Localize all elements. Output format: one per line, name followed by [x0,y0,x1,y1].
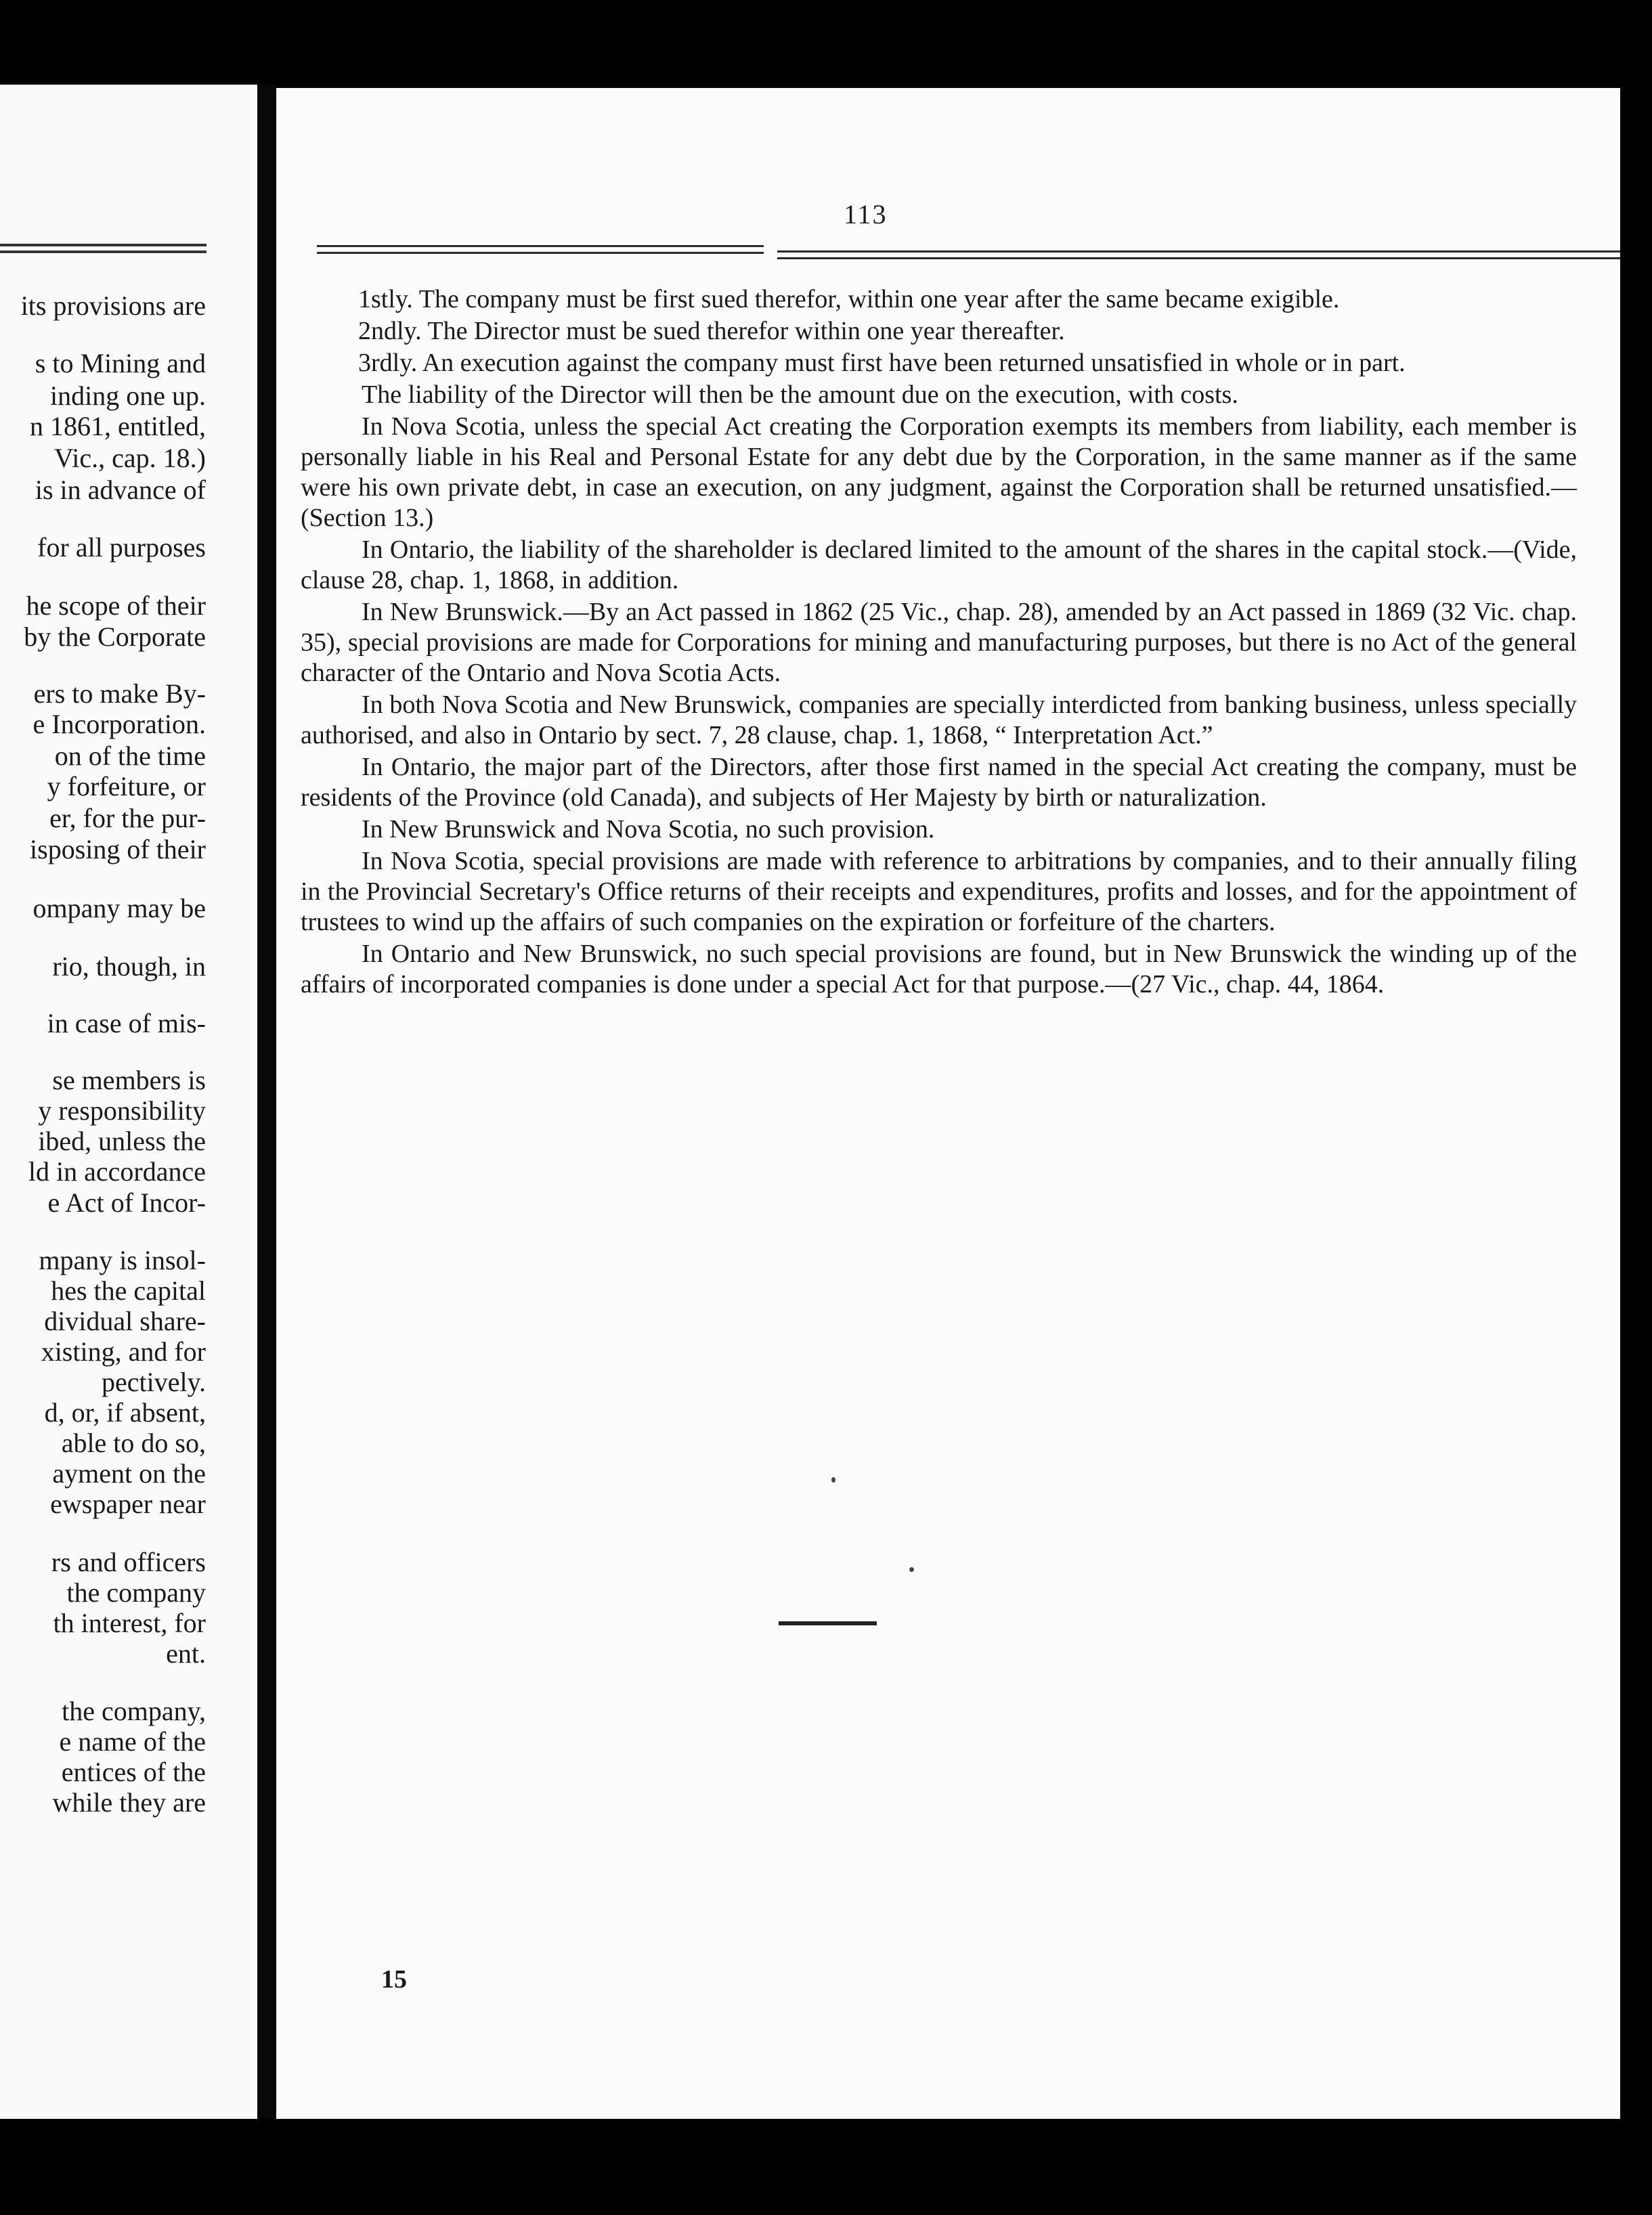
left-page-line: se members is [52,1065,206,1095]
left-page-line: th interest, for [53,1608,206,1638]
left-page-line: in case of mis- [47,1008,206,1038]
paragraph: The liability of the Director will then be the amount due on the execution, with costs. [362,380,1238,409]
left-page-line: mpany is insol- [39,1245,206,1275]
paragraph: In New Brunswick and Nova Scotia, no such provision. [362,815,935,843]
body-text [301,284,1577,1001]
header-rule [777,257,1620,259]
left-page-line: ld in accordance [28,1156,206,1187]
left-page-line: hes the capital [51,1275,206,1306]
left-page-line: e name of the [59,1726,206,1757]
left-page-line: its provisions are [20,290,206,321]
paragraph: 3rdly. An execution against the company must first have been returned unsatisfied in whole or in part. [358,349,1406,377]
left-page-line: the company, [62,1696,206,1726]
left-page-line: er, for the pur- [49,803,206,833]
left-page-line: d, or, if absent, [44,1397,206,1428]
paragraph: In Ontario and New Brunswick, no such special provisions are found, but in New Brunswick the winding up of the affairs of incorporated companies is done under a special Act for that purpose.—(27 Vic., chap. 44, 1864. [301,940,1577,999]
left-page-line: ompany may be [32,893,206,923]
ink-speck [909,1567,914,1572]
left-page [0,85,257,2119]
left-page-line: entices of the [61,1757,206,1787]
left-page-line: on of the time [54,741,206,771]
paragraph: In both Nova Scotia and New Brunswick, companies are specially interdicted from banking business, unless specially authorised, and also in Ontario by sect. 7, 28 clause, chap. 1, 1868, “ Interpretation Act.” [301,690,1577,749]
paragraph: In Nova Scotia, special provisions are made with reference to arbitrations by companies, and to their annually filing in the Provincial Secretary's Office returns of their receipts and expenditures, profits and losses, and for the appointment of trustees to wind up the affairs of such companies on the expiration or forfeiture of the charters. [301,847,1577,936]
sheet-signature-mark: 15 [381,1965,407,1994]
left-page-line: is in advance of [35,475,206,505]
left-page-line: ibed, unless the [38,1126,206,1156]
left-page-line: able to do so, [61,1428,206,1458]
left-page-line: inding one up. [50,380,206,411]
left-page-line: n 1861, entitled, [30,411,206,441]
left-page-line: the company [66,1577,206,1608]
left-header-rule [0,244,206,246]
left-page-line: pectively. [101,1367,206,1397]
left-page-line: for all purposes [37,532,206,563]
left-page-line: y responsibility [38,1095,206,1126]
paragraph: 1stly. The company must be first sued therefor, within one year after the same became exigible. [358,285,1340,313]
paragraph: In Ontario, the liability of the shareholder is declared limited to the amount of the shares in the capital stock.—(Vide, clause 28, chap. 1, 1868, in addition. [301,535,1577,594]
page-number: 113 [844,199,888,229]
left-page-line: while they are [52,1787,206,1818]
right-page [276,88,1620,2119]
left-page-line: e Act of Incor- [47,1187,206,1218]
left-page-line: xisting, and for [41,1336,206,1367]
left-page-line: ent. [166,1638,206,1669]
header-rule [777,250,1620,253]
end-rule [779,1621,877,1625]
paragraph: In Ontario, the major part of the Directors, after those first named in the special Act creating the company, must be residents of the Province (old Canada), and subjects of Her Majesty by birth or naturalization. [301,753,1577,812]
left-page-line: by the Corporate [24,621,206,652]
left-page-line: rio, though, in [52,951,206,982]
paragraph: In New Brunswick.—By an Act passed in 1862 (25 Vic., chap. 28), amended by an Act passed in 1869 (32 Vic. chap. 35), special provisions are made for Corporations for mining and manufacturing purposes, but there is no Act of the general character of the Ontario and Nova Scotia Acts. [301,598,1577,687]
left-page-line: ewspaper near [50,1489,206,1519]
left-page-line: ers to make By- [33,678,206,709]
left-page-line: rs and officers [51,1547,206,1577]
left-page-line: ayment on the [52,1458,206,1489]
left-page-line: dividual share- [44,1306,206,1336]
left-page-line: isposing of their [30,834,206,864]
paragraph: 2ndly. The Director must be sued therefor within one year thereafter. [358,317,1065,345]
left-page-line: Vic., cap. 18.) [53,443,206,473]
header-rule [317,245,764,247]
ink-speck [831,1477,835,1483]
left-page-line: s to Mining and [35,348,206,378]
left-page-line: e Incorporation. [32,709,206,739]
left-page-line: he scope of their [26,590,206,621]
paragraph: In Nova Scotia, unless the special Act creating the Corporation exempts its members from liability, each member is personally liable in his Real and Personal Estate for any debt due by the Corporation, in the same manner as if the same were his own private debt, in case an execution, on any judgment, against the Corporation shall be returned unsatisfied.—(Section 13.) [301,412,1577,532]
left-header-rule [0,250,206,253]
page-gutter [257,85,276,2119]
header-rule [317,252,764,254]
left-page-line: y forfeiture, or [47,771,206,802]
